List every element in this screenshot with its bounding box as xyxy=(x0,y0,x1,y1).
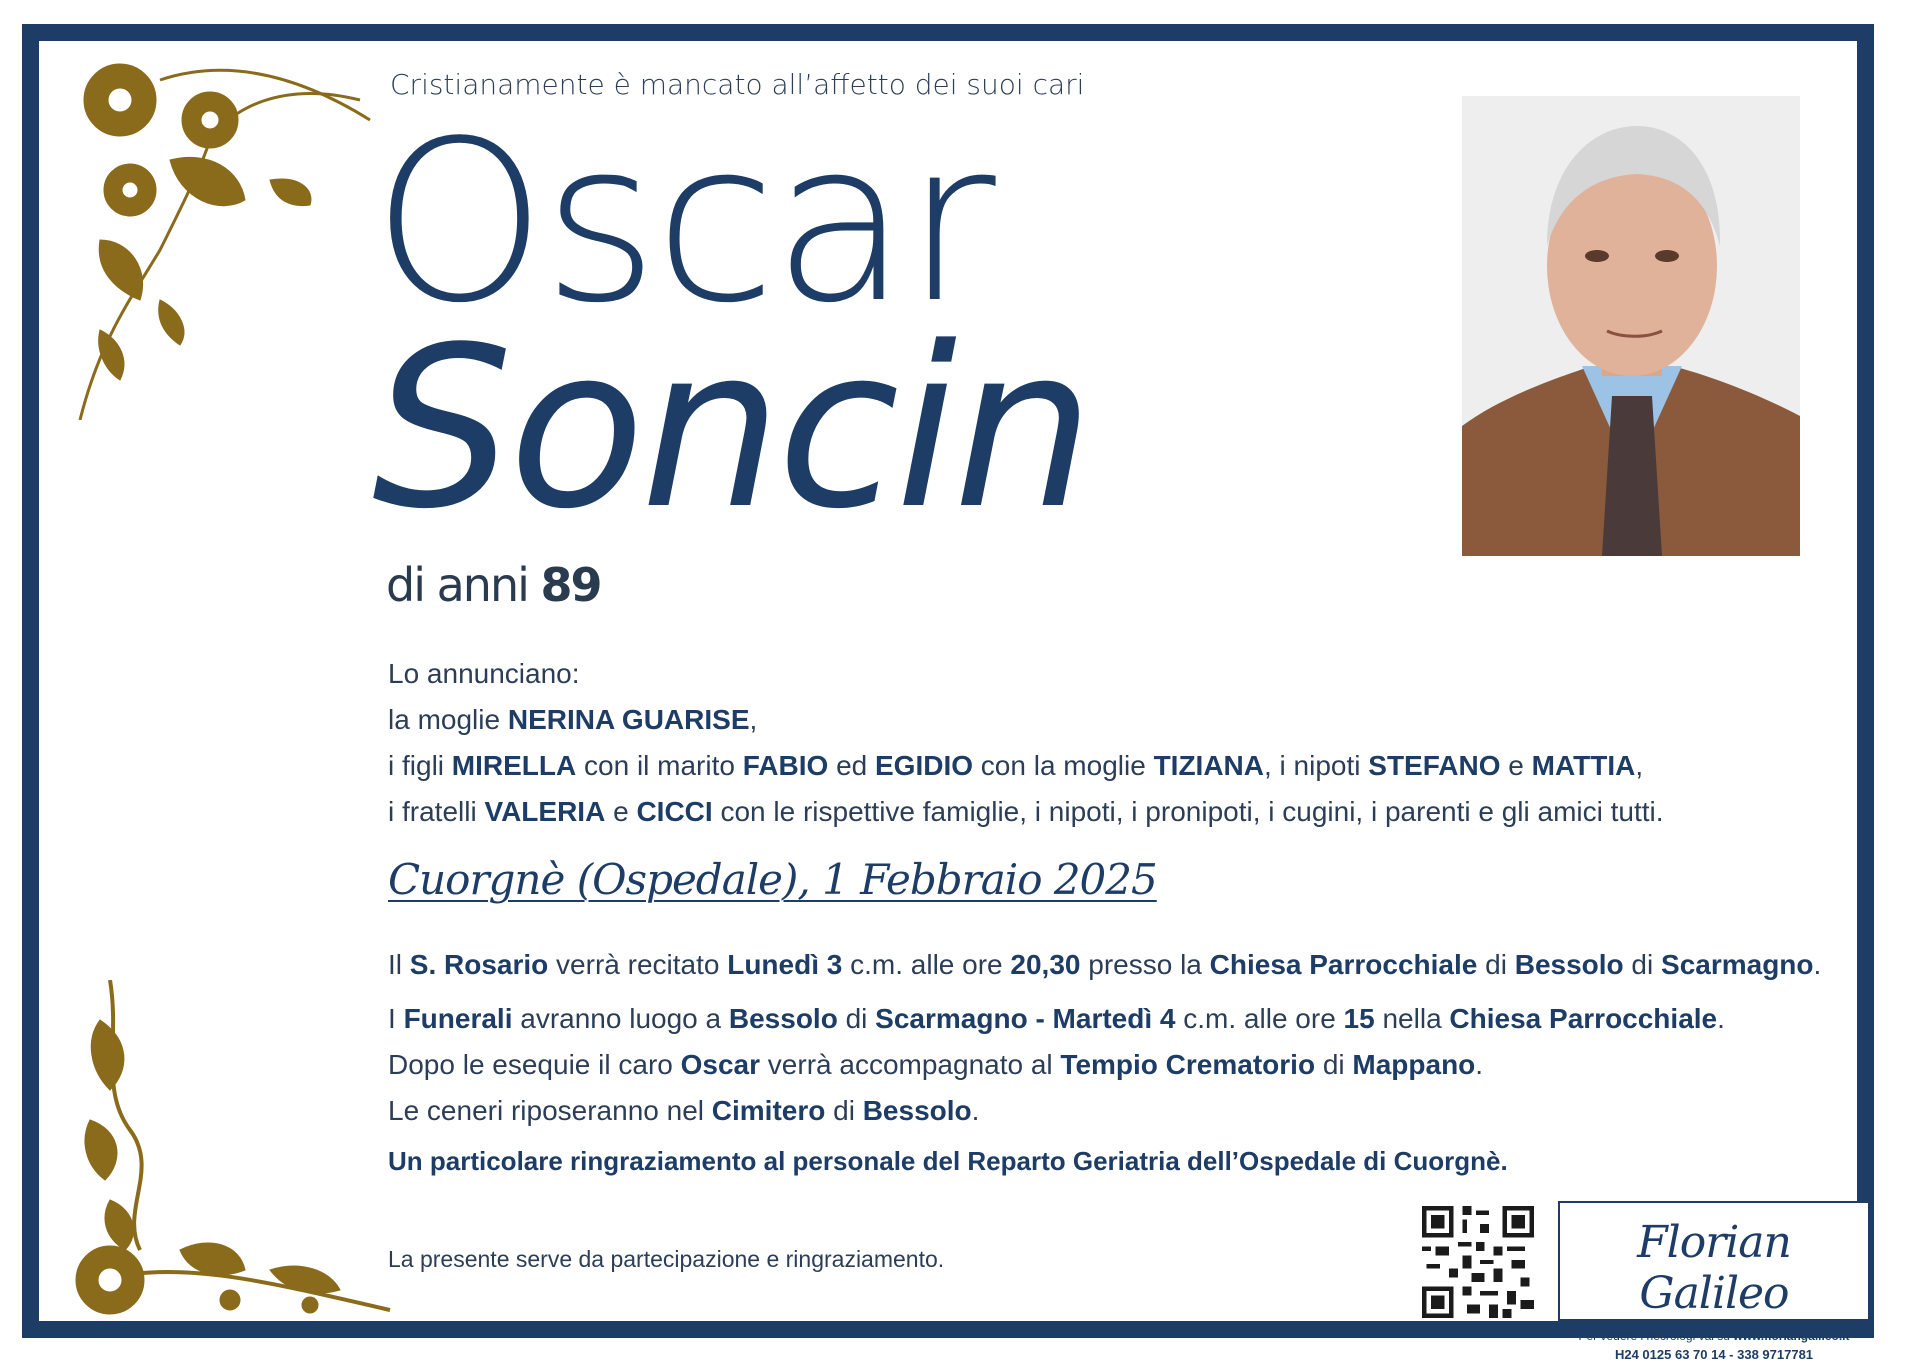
thanks-note: Un particolare ringraziamento al personale del Reparto Geriatria dell’Ospedale di Cuorgnè. xyxy=(388,1146,1508,1176)
bold-span: Cimitero xyxy=(711,1095,826,1126)
text-span: . xyxy=(1475,1049,1484,1080)
announcement-children xyxy=(388,743,1664,789)
text-span: ed xyxy=(828,750,875,781)
age-label: di anni xyxy=(386,558,528,612)
bold-span: Scarmagno xyxy=(1661,949,1814,980)
deceased-last-name: Soncin xyxy=(372,300,1090,558)
text-span: nella xyxy=(1374,1003,1450,1034)
bold-span: Scarmagno - Martedì 4 xyxy=(875,1003,1176,1034)
relative-name: FABIO xyxy=(742,750,829,781)
child-name: EGIDIO xyxy=(875,750,974,781)
place-and-date: Cuorgnè (Ospedale), 1 Febbraio 2025 xyxy=(388,855,1157,904)
text-span: i fratelli xyxy=(388,796,485,827)
grandchild-name: MATTIA xyxy=(1531,750,1636,781)
rosary-info xyxy=(388,942,1821,988)
text-span: , xyxy=(749,704,758,735)
text-span: verrà accompagnato al xyxy=(760,1049,1061,1080)
footnote: La presente serve da partecipazione e ringraziamento. xyxy=(388,1246,945,1272)
ashes-info xyxy=(388,1088,1821,1134)
text-span: con le rispettive famiglie, i nipoti, i pronipoti, i cugini, i parenti e gli amici tutti. xyxy=(712,796,1664,827)
text-span: di xyxy=(1623,949,1662,980)
spacer xyxy=(388,988,1821,996)
bold-span: 20,30 xyxy=(1010,949,1081,980)
text-span: . xyxy=(1813,949,1822,980)
rites-block xyxy=(388,942,1821,1134)
text-span: , i nipoti xyxy=(1264,750,1369,781)
intro-text: Cristianamente è mancato all’affetto dei suoi cari xyxy=(390,68,1085,101)
floral-corner-ornament-top xyxy=(40,40,380,420)
text-span: con il marito xyxy=(576,750,743,781)
text-span: la moglie xyxy=(388,704,508,735)
text-span: . xyxy=(971,1095,980,1126)
announcement-block xyxy=(388,651,1664,835)
text-span: di xyxy=(825,1095,863,1126)
funeral-home-brand xyxy=(1558,1201,1870,1362)
qr-code-icon[interactable] xyxy=(1422,1206,1534,1318)
announcement-siblings xyxy=(388,789,1664,835)
floral-corner-ornament-bottom xyxy=(40,980,400,1325)
text-span: avranno luogo a xyxy=(512,1003,729,1034)
text-span: Il xyxy=(388,949,410,980)
text-span: Dopo le esequie il caro xyxy=(388,1049,681,1080)
brand-website-line xyxy=(1560,1329,1868,1343)
bold-span: 15 xyxy=(1343,1003,1375,1034)
sibling-name: VALERIA xyxy=(484,796,606,827)
text-span: c.m. alle ore xyxy=(1175,1003,1344,1034)
text-span: I xyxy=(388,1003,404,1034)
bold-span: Bessolo xyxy=(728,1003,838,1034)
text-span: di xyxy=(1477,949,1515,980)
bold-span: Chiesa Parrocchiale xyxy=(1209,949,1478,980)
bold-span: Bessolo xyxy=(862,1095,972,1126)
text-span: di xyxy=(1315,1049,1353,1080)
brand-website-link[interactable]: www.floriangalileo.it xyxy=(1733,1329,1850,1343)
brand-phone: H24 0125 63 70 14 - 338 9717781 xyxy=(1614,1347,1814,1362)
brand-name: Florian Galileo xyxy=(1637,1217,1791,1319)
bold-span: Bessolo xyxy=(1514,949,1624,980)
bold-span: Chiesa Parrocchiale xyxy=(1449,1003,1718,1034)
text-span: presso la xyxy=(1080,949,1210,980)
bold-span: Funerali xyxy=(403,1003,513,1034)
text-span: , xyxy=(1635,750,1644,781)
deceased-first-name: Oscar xyxy=(372,94,992,352)
portrait-photo xyxy=(1462,96,1800,556)
text-span: Per vedere i necrologi vai su xyxy=(1578,1329,1734,1343)
text-span: verrà recitato xyxy=(548,949,728,980)
grandchild-name: STEFANO xyxy=(1368,750,1501,781)
bold-span: Tempio Crematorio xyxy=(1060,1049,1316,1080)
announcement-wife xyxy=(388,697,1664,743)
wife-name: NERINA GUARISE xyxy=(507,704,750,735)
text-span: Le ceneri riposeranno nel xyxy=(388,1095,712,1126)
text-span: di xyxy=(837,1003,876,1034)
text-span: con la moglie xyxy=(973,750,1154,781)
age-value: 89 xyxy=(540,558,601,612)
cremation-info xyxy=(388,1042,1821,1088)
text-span: e xyxy=(605,796,637,827)
child-name: MIRELLA xyxy=(451,750,577,781)
bold-span: S. Rosario xyxy=(409,949,549,980)
relative-name: TIZIANA xyxy=(1153,750,1264,781)
bold-span: Mappano xyxy=(1352,1049,1476,1080)
funeral-info xyxy=(388,996,1821,1042)
text-span: c.m. alle ore xyxy=(842,949,1011,980)
deceased-age xyxy=(386,558,601,612)
text-span: i figli xyxy=(388,750,452,781)
bold-span: Oscar xyxy=(680,1049,761,1080)
bold-span: Lunedì 3 xyxy=(727,949,843,980)
text-span: e xyxy=(1500,750,1532,781)
sibling-name: CICCI xyxy=(636,796,713,827)
text-span: . xyxy=(1717,1003,1725,1034)
announcement-heading: Lo annunciano: xyxy=(388,658,580,689)
